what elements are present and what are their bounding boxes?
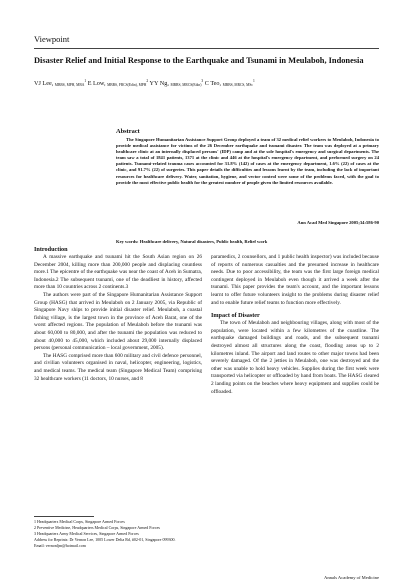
author-credentials: MBBS, MRCS(Edin) — [170, 83, 202, 88]
author-name: YY Ng, — [149, 80, 169, 88]
journal-citation: Ann Acad Med Singapore 2005;34:586-90 — [297, 220, 379, 225]
author-list — [34, 77, 379, 89]
impact-paragraph: The town of Meulaboh and neighbouring villages, along with most of the population, were located within a few kilometres of the coastline. The earthquake damaged buildings and roads, and the subsequent tsunami destroyed almost all structures along the coast, flooding areas up to 2 kilometres inland. The airport and land routes to other major towns had been severely damaged. Of the 2 jetties in Meulaboh, one was destroyed and the other was unable to hold heavy vehicles. Supplies during the first week were transported via helicopter or offloaded by hand from boats. The HASG cleared 2 landing points on the beaches where heavy equipment and supplies could be offloaded. — [211, 320, 379, 395]
contact-email: Email: vernonljm@hotmail.com — [34, 542, 86, 548]
introduction-heading: Introduction — [34, 246, 68, 253]
introduction-paragraph: The authors were part of the Singapore Humanitarian Assistance Support Group (HASG) that arrived in Meulaboh on 2 January 2005, via Republic of Singapore Navy ships to provide initial disaster relief. Meulaboh, a coastal fishing village, is the largest town in the province of Aceh Barat, one of the worst affected regions. The population of Meulaboh before the tsunami was about 60,000 to 80,000, and after the tsunami the population was reduced to about 40,000 to 45,000, which included about 29,000 internally displaced persons (personal communication – local government, 2005). — [34, 291, 202, 352]
introduction-paragraph: A massive earthquake and tsunami hit the South Asian region on 26 December 2004, killing more than 200,000 people and displacing countless more.1 The epicentre of the earthquake was near the coast of Aceh in Sumatra, Indonesia.2 The subsequent tsunami, one of the deadliest in history, affected more than 10 countries across 2 continents.3 — [34, 254, 202, 291]
journal-name: Annals Academy of Medicine — [324, 575, 379, 580]
footnotes — [34, 519, 294, 549]
abstract-text: The Singapore Humanitarian Assistance Support Group deployed a team of 32 medical relief workers to Meulaboh, Indonesia to provide medical assistance for victims of the 26 December earthquake and tsunami disaster. The team was deployed at a primary healthcare clinic at an internally displaced persons' (IDP) camp and at the sole hospital's emergency and surgical departments. The team saw a total of 1841 patients, 1371 at the clinic and 446 at the hospital's emergency department, and performed surgery on 24 patients. Tsunami-related trauma cases accounted for 31.8% (142) of cases at the emergency department, 1.6% (22) of cases at the clinic, and 91.7% (22) of surgeries. This paper details the difficulties and lessons learnt by the team, including the lack of important resources for healthcare delivery. Water, sanitation, hygiene, and vector control were some of the problems faced, with the goal to provide the most effective public health for the greatest number of people given the limited resources available. — [116, 137, 379, 185]
author-name: VJ Lee, — [34, 80, 54, 88]
reprint-address: Address for Reprints: Dr Vernon Lee, 1005 Lower Delta Rd, #02-01, Singapore 099300. — [34, 536, 176, 542]
footnote-rule — [34, 516, 94, 517]
author-affiliation: 1 — [84, 79, 87, 83]
footnote: 1 Headquarters Medical Corps, Singapore Armed Forces — [34, 519, 125, 524]
author-affiliation: 2 — [146, 79, 149, 83]
author-name: C Teo, — [204, 80, 222, 88]
section-tag: Viewpoint — [34, 34, 70, 44]
column-right — [211, 241, 379, 396]
abstract-heading: Abstract — [116, 128, 140, 135]
introduction-paragraph: The HASG comprised more than 600 military and civil defence personnel, and civilian volunteers organised in naval, helicopter, engineering, logistics, and medical teams. The medical team (Singapore Medical Team) comprising 32 healthcare workers (11 doctors, 10 nurses, and 8 — [34, 352, 202, 382]
keywords-label: Key words: — [116, 239, 139, 244]
author-affiliation: 3 — [201, 79, 204, 83]
author-affiliation: 1 — [252, 79, 255, 83]
author-name: E Low, — [87, 80, 106, 88]
footnote: 2 Preventive Medicine, Headquarters Medical Corps, Singapore Armed Forces — [34, 524, 160, 530]
author-credentials: MBBS, FRCS(Edin), MPH — [107, 83, 147, 88]
column-left — [34, 241, 202, 383]
author-credentials: MBBS, MPH, MBA — [54, 83, 85, 88]
footnote: 3 Headquarters Army Medical Services, Singapore Armed Forces — [34, 530, 139, 536]
continued-paragraph: paramedics, 2 counsellors, and 1 public health inspector) was included because of reports of numerous casualties and the presumed increase in healthcare needs. Due to poor accessibility, the team was the first large foreign medical contingent deployed in Meulaboh even though it arrived a week after the tsunami. This paper provides the team's account, and the important lessons learnt to offer future volunteers insight to the problems during disaster relief and to enable future relief teams to function more effectively. — [211, 254, 379, 306]
author-credentials: MBBS, MRCS, MSc — [222, 83, 253, 88]
impact-heading: Impact of Disaster — [211, 312, 260, 320]
header-rule — [34, 48, 379, 49]
article-title: Disaster Relief and Initial Response to the Earthquake and Tsunami in Meulaboh, Indonesia — [34, 56, 364, 65]
keywords-text: Healthcare delivery, Natural disasters, Public health, Relief work — [139, 239, 268, 244]
